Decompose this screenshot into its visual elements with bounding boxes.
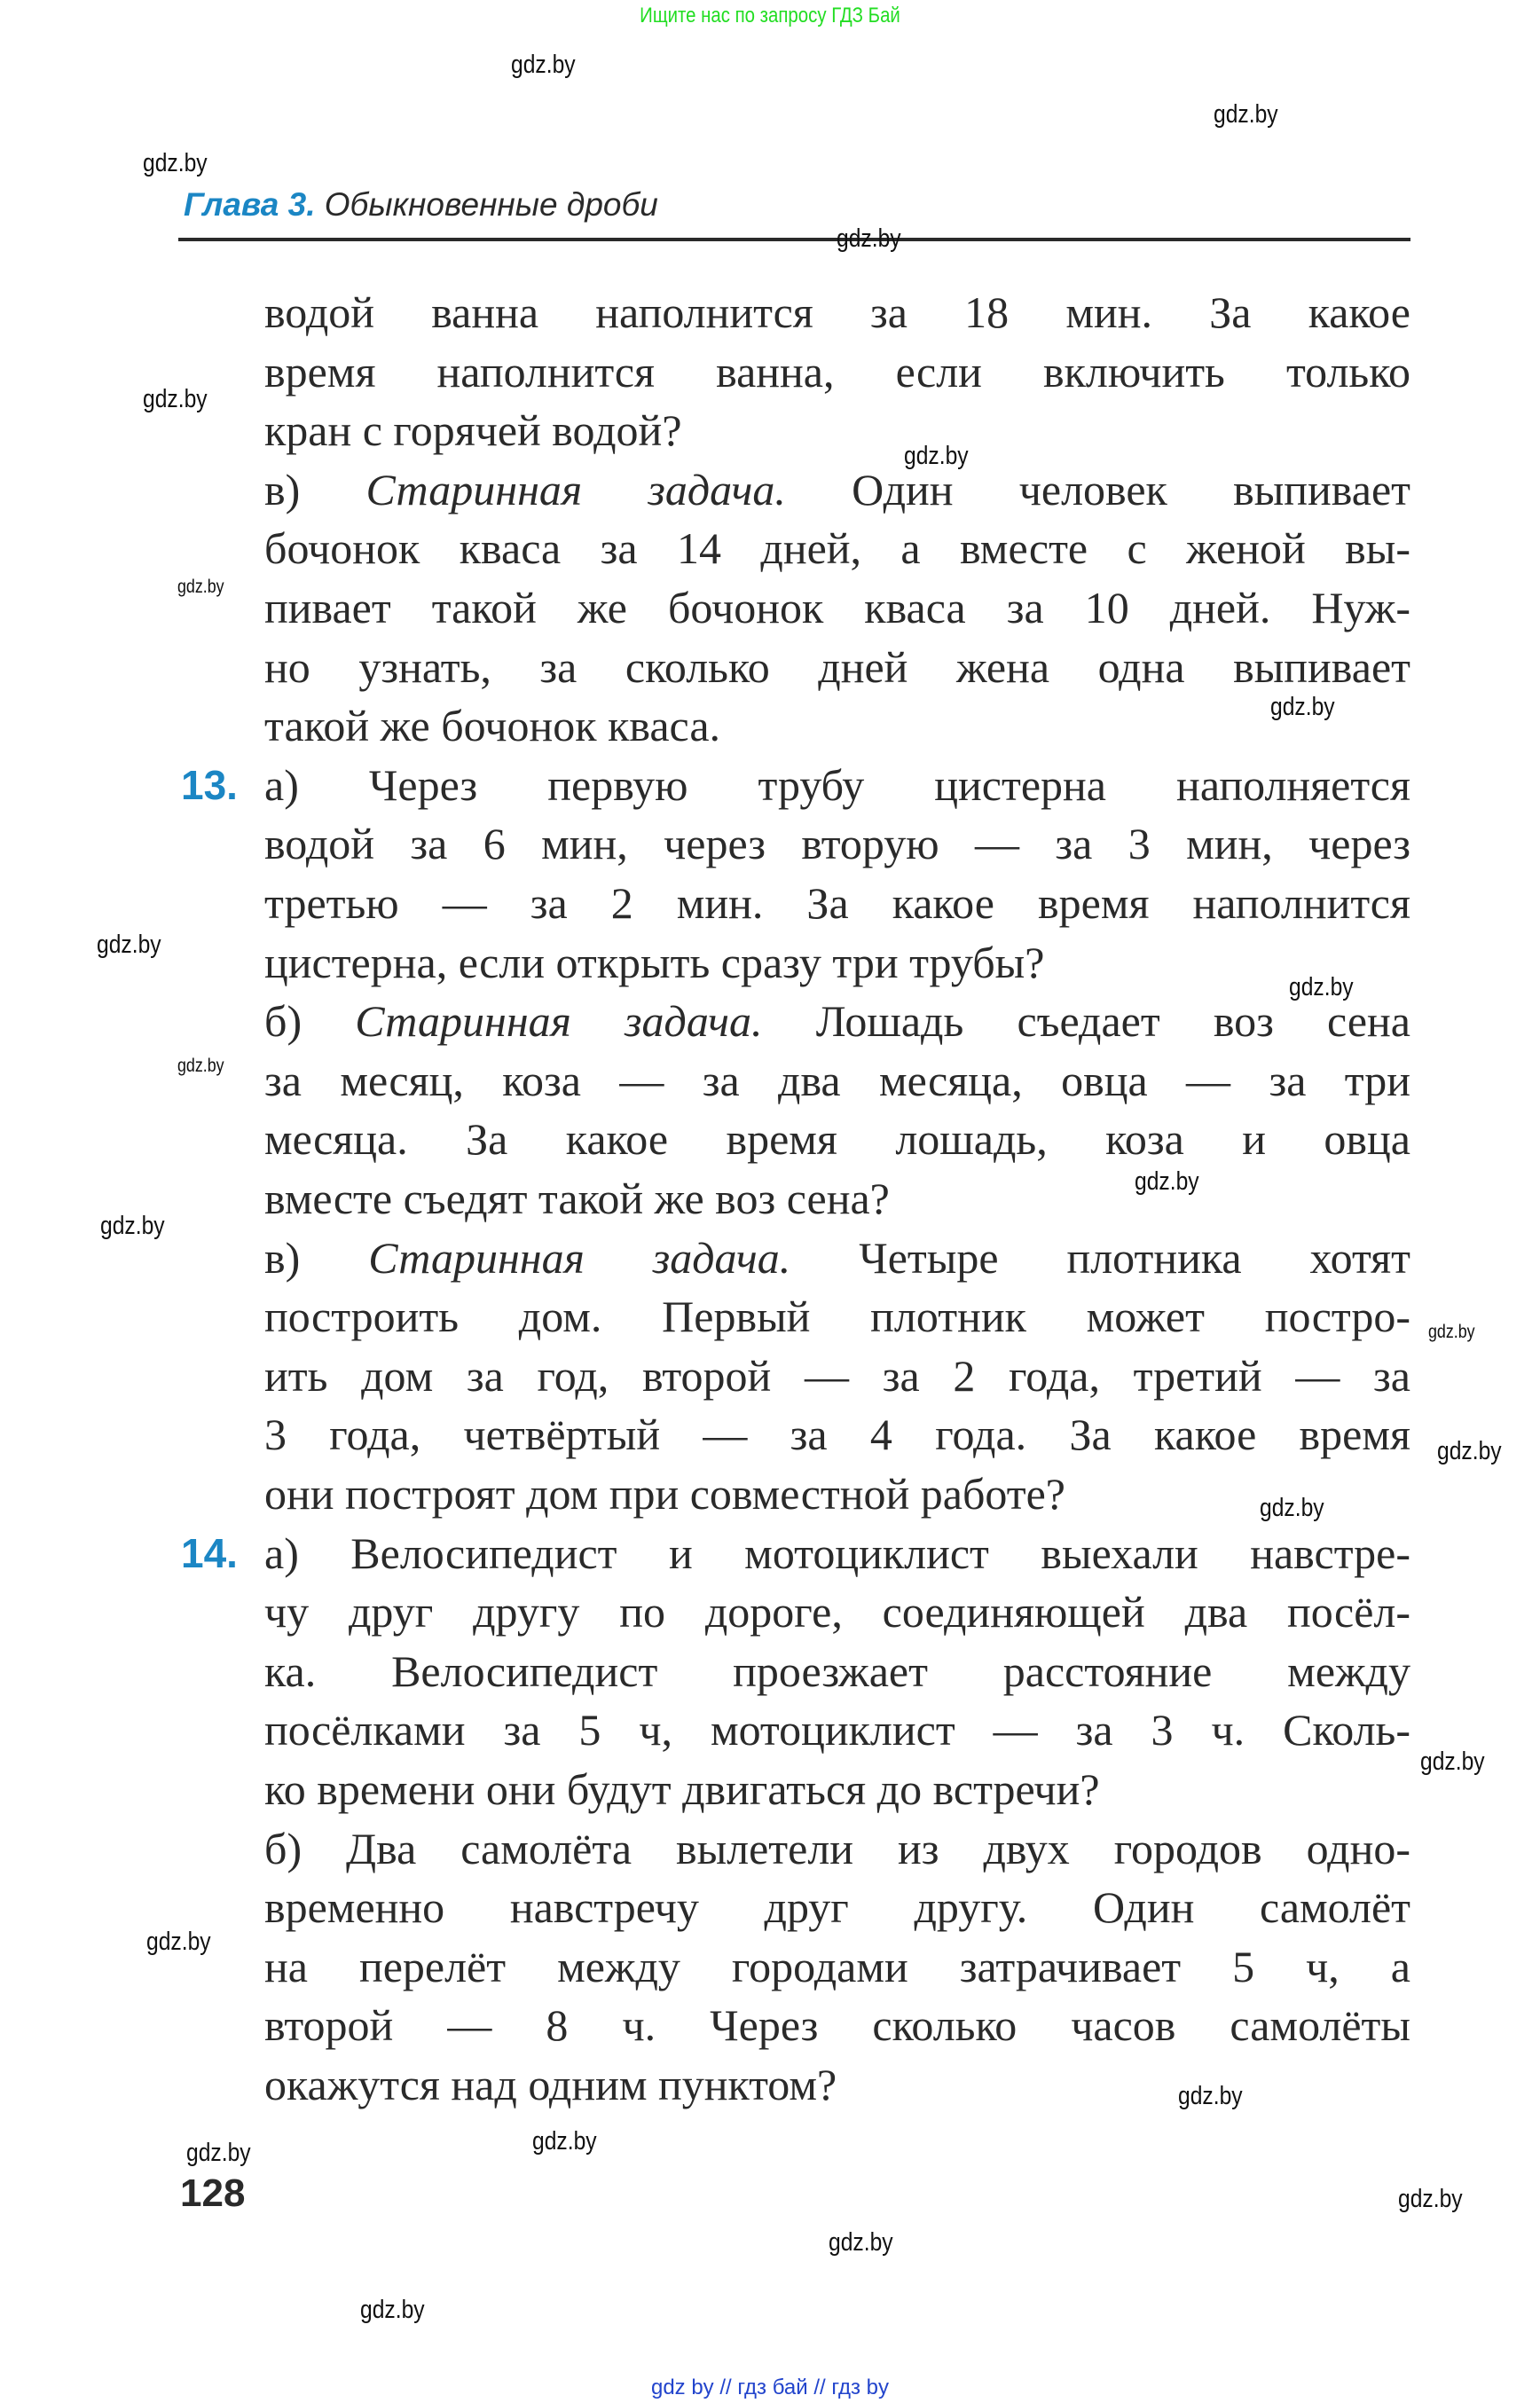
text-line — [264, 578, 1410, 638]
text-segment: за месяц, коза — за два месяца, овца — за три — [264, 1055, 1410, 1105]
text-segment: ить дом за год, второй — за 2 года, третий — за — [264, 1350, 1410, 1401]
text-line — [264, 1760, 1410, 1819]
text-line — [264, 992, 1410, 1051]
text-segment: ка. Велосипедист проезжает расстояние между — [264, 1645, 1410, 1696]
text-line — [264, 696, 1410, 756]
text-line — [264, 756, 1410, 815]
text-segment: вместе съедят такой же воз сена? — [264, 1174, 890, 1223]
watermark: gdz.by — [1398, 2185, 1463, 2213]
text-segment: Четыре плотника хотят — [790, 1232, 1411, 1283]
watermark: gdz.by — [360, 2296, 425, 2324]
text-line — [264, 1229, 1410, 1288]
text-line — [264, 401, 1410, 460]
text-segment: в) — [264, 1232, 369, 1283]
text-segment: они построят дом при совместной работе? — [264, 1469, 1066, 1519]
text-line — [264, 1465, 1410, 1524]
page-number: 128 — [180, 2171, 246, 2215]
text-line — [264, 342, 1410, 402]
text-line — [264, 1582, 1410, 1642]
text-line — [264, 460, 1410, 520]
text-line — [264, 1937, 1410, 1997]
text-line — [264, 1347, 1410, 1406]
watermark: gdz.by — [1289, 973, 1354, 1001]
text-line — [264, 1110, 1410, 1169]
text-segment: на перелёт между городами затрачивает 5 ч, а — [264, 1941, 1410, 1991]
footer-links[interactable]: gdz by // гдз бай // гдз by — [650, 2376, 890, 2399]
text-segment: посёлками за 5 ч, мотоциклист — за 3 ч. Сколь- — [264, 1705, 1410, 1755]
text-segment: время наполнится ванна, если включить только — [264, 346, 1410, 397]
text-line — [264, 1287, 1410, 1347]
watermark: gdz.by — [1420, 1747, 1485, 1776]
watermark: gdz.by — [97, 931, 161, 959]
text-segment: кран с горячей водой? — [264, 405, 682, 456]
text-segment: построить дом. Первый плотник может постро- — [264, 1292, 1410, 1342]
italic-heading: Старинная задача. — [368, 1232, 791, 1283]
text-segment: цистерна, если открыть сразу три трубы? — [264, 937, 1045, 987]
text-segment: чу друг другу по дороге, соединяющей два посёл- — [264, 1587, 1410, 1637]
watermark: gdz.by — [1214, 100, 1278, 129]
text-line — [264, 1819, 1410, 1879]
watermark: gdz.by — [177, 577, 224, 597]
text-line — [264, 638, 1410, 697]
watermark: gdz.by — [143, 149, 208, 177]
chapter-title: Обыкновенные дроби — [315, 186, 658, 223]
problem-number: 14. — [181, 1529, 238, 1576]
text-line — [264, 933, 1410, 993]
text-segment: а) Через первую трубу цистерна наполняется — [264, 759, 1410, 810]
text-line — [264, 1051, 1410, 1111]
text-line — [264, 519, 1410, 578]
text-segment: а) Велосипедист и мотоциклист выехали навстре- — [264, 1527, 1410, 1578]
text-line — [264, 1996, 1410, 2055]
watermark: gdz.by — [1270, 693, 1335, 721]
text-segment: месяца. За какое время лошадь, коза и овца — [264, 1114, 1410, 1165]
text-segment: б) — [264, 996, 356, 1047]
watermark: gdz.by — [1178, 2082, 1243, 2110]
italic-heading: Старинная задача. — [365, 464, 786, 514]
text-line — [264, 1524, 1410, 1583]
text-segment: ко времени они будут двигаться до встречи? — [264, 1764, 1100, 1814]
text-segment: б) Два самолёта вылетели из двух городов одно- — [264, 1823, 1410, 1873]
text-segment: пивает такой же бочонок кваса за 10 дней. Нуж- — [264, 583, 1410, 632]
watermark: gdz.by — [511, 51, 576, 79]
text-segment: бочонок кваса за 14 дней, а вместе с женой вы- — [264, 523, 1410, 574]
text-line — [264, 874, 1410, 933]
text-segment: окажутся над одним пунктом? — [264, 2060, 837, 2109]
text-segment: третью — за 2 мин. За какое время наполнится — [264, 878, 1410, 928]
running-header — [184, 186, 658, 224]
text-line — [264, 1700, 1410, 1760]
text-line — [264, 1878, 1410, 1937]
chapter-label: Глава 3. — [184, 186, 316, 223]
text-line — [264, 814, 1410, 874]
watermark: gdz.by — [100, 1212, 165, 1240]
problem-number: 13. — [181, 761, 238, 808]
watermark: gdz.by — [177, 1056, 224, 1076]
watermark: gdz.by — [829, 2228, 893, 2257]
text-segment: водой за 6 мин, через вторую — за 3 мин, через — [264, 819, 1410, 869]
watermark: gdz.by — [186, 2139, 251, 2167]
watermark: gdz.by — [837, 224, 901, 253]
text-line — [264, 1169, 1410, 1229]
text-line — [264, 1405, 1410, 1465]
watermark: gdz.by — [1135, 1167, 1199, 1196]
text-segment: водой ванна наполнится за 18 мин. За какое — [264, 287, 1410, 337]
watermark: gdz.by — [1260, 1494, 1324, 1522]
text-segment: в) — [264, 464, 366, 514]
text-segment: Лошадь съедает воз сена — [762, 996, 1410, 1047]
text-segment: Один человек выпивает — [785, 464, 1410, 514]
header-divider — [178, 238, 1410, 241]
text-line — [264, 1642, 1410, 1701]
text-segment: временно навстречу друг другу. Один самолёт — [264, 1882, 1410, 1933]
text-segment: но узнать, за сколько дней жена одна выпивает — [264, 641, 1410, 692]
watermark: gdz.by — [1437, 1437, 1502, 1465]
watermark: gdz.by — [146, 1928, 211, 1956]
text-segment: второй — 8 ч. Через сколько часов самолёты — [264, 2000, 1410, 2051]
watermark: gdz.by — [532, 2127, 597, 2156]
text-segment: такой же бочонок кваса. — [264, 701, 721, 751]
watermark: gdz.by — [143, 385, 208, 413]
italic-heading: Старинная задача. — [355, 996, 763, 1047]
top-banner[interactable]: Ищите нас по запросу ГДЗ Бай — [640, 4, 900, 27]
watermark: gdz.by — [904, 442, 969, 470]
text-segment: 3 года, четвёртый — за 4 года. За какое время — [264, 1410, 1410, 1460]
text-line — [264, 283, 1410, 342]
watermark: gdz.by — [1428, 1322, 1475, 1342]
